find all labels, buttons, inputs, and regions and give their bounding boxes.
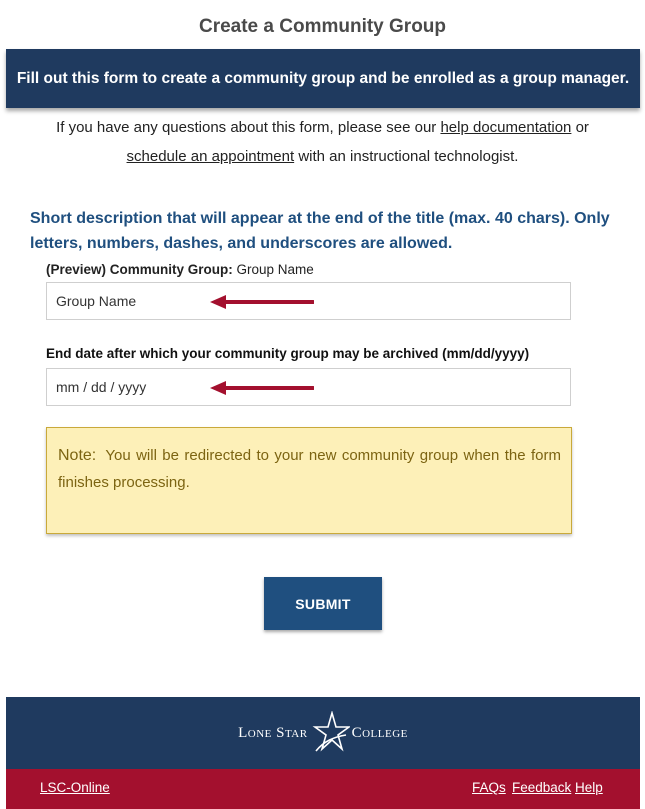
help-documentation-link[interactable]: help documentation <box>440 119 572 136</box>
group-name-input[interactable]: Group Name <box>46 282 571 320</box>
faqs-link[interactable]: FAQs <box>472 780 506 795</box>
arrow-left-icon <box>210 381 314 395</box>
group-name-description: Short description that will appear at the end of the title (max. 40 chars). Only letters, numbers, dashes, and underscores are allowed. <box>30 210 610 252</box>
note-box <box>46 427 572 534</box>
footer-logo-bar <box>6 697 640 769</box>
preview-value: Group Name <box>236 262 314 277</box>
name-preview <box>46 262 314 277</box>
note-text: You will be redirected to your new community group when the form finishes processing. <box>58 447 561 491</box>
note-label: Note: <box>58 447 97 464</box>
lone-star-college-logo: Lone Star College <box>6 715 640 751</box>
footer-link-bar <box>6 769 640 809</box>
banner-text: Fill out this form to create a community group and be enrolled as a group manager. <box>16 69 630 87</box>
end-date-input[interactable]: mm / dd / yyyy <box>46 368 571 406</box>
submit-button[interactable]: SUBMIT <box>264 577 382 630</box>
page-title: Create a Community Group <box>198 16 447 37</box>
star-icon <box>310 711 350 755</box>
end-date-label: End date after which your community group may be archived (mm/dd/yyyy) <box>46 346 530 361</box>
feedback-link[interactable]: Feedback <box>512 780 572 795</box>
instructions-banner <box>6 49 640 108</box>
schedule-appointment-link[interactable]: schedule an appointment <box>126 148 295 165</box>
preview-label: (Preview) Community Group: <box>46 262 233 277</box>
arrow-left-icon <box>210 295 314 309</box>
lsc-online-link[interactable]: LSC-Online <box>40 780 110 795</box>
help-link[interactable]: Help <box>575 780 603 795</box>
intro-text: If you have any questions about this form, please see our help documentation or schedule an appointment with an instructional technologist. <box>56 119 589 165</box>
